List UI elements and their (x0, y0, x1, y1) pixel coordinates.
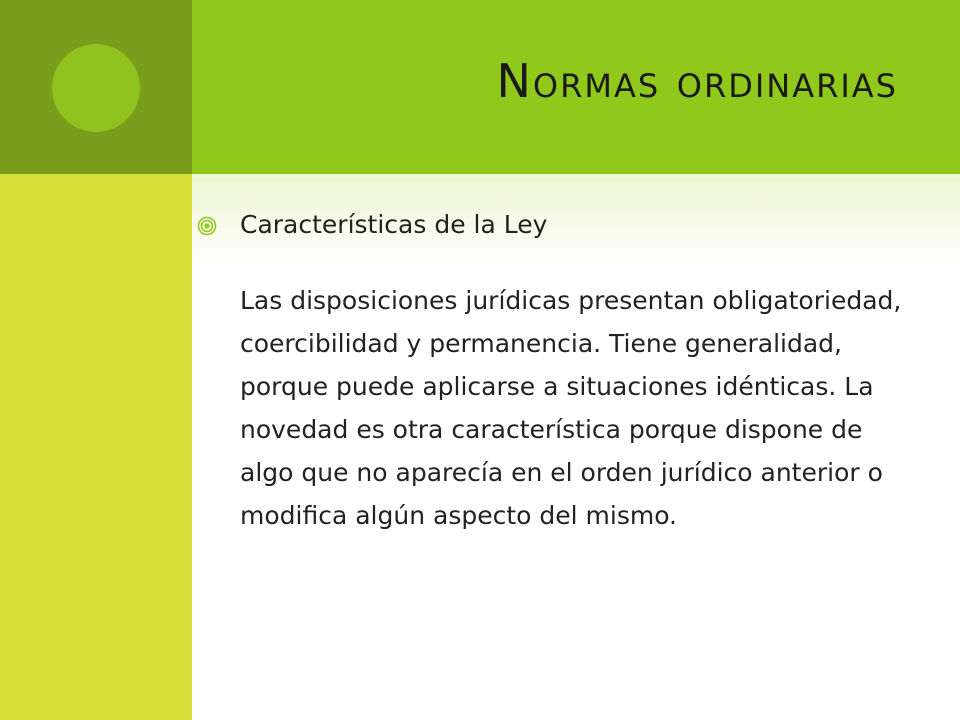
slide-title: Normas ordinarias (496, 54, 898, 108)
bullseye-bullet-icon (197, 216, 217, 236)
body-paragraph: Las disposiciones jurídicas presentan obligatoriedad, coercibilidad y permanencia. Tiene generalidad, porque puede aplicarse a situaciones idénticas. La novedad es otra característica porque dispone de algo que no aparecía en el orden jurídico anterior o modifica algún aspecto del mismo. (240, 286, 902, 530)
decorative-circle (52, 44, 140, 132)
bullet-heading: Características de la Ley (240, 210, 548, 239)
left-accent-bar (0, 174, 192, 720)
